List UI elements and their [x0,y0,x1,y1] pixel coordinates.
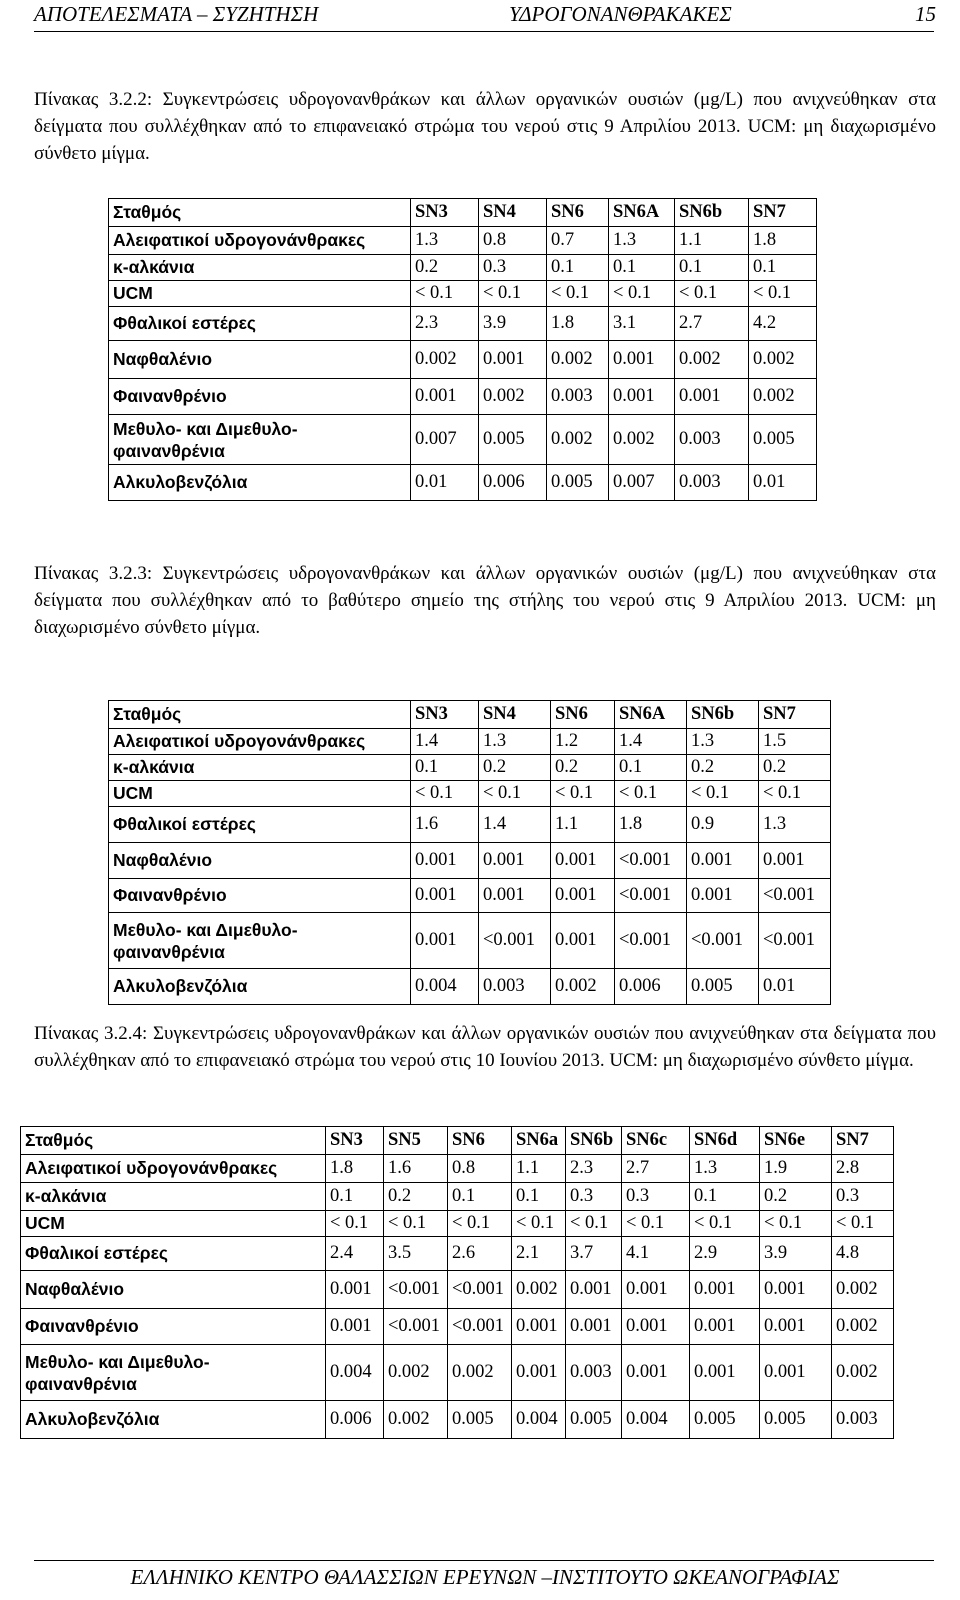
column-header: SN3 [411,199,479,227]
table-cell: 0.001 [609,379,675,415]
table-row [109,913,831,969]
table-cell: 0.001 [760,1271,832,1309]
table-cell: 0.001 [479,341,547,379]
table-row [109,781,831,807]
table-cell: 0.001 [687,879,759,913]
table-cell: 0.002 [749,341,817,379]
column-header: SN3 [326,1127,384,1155]
column-header: SN6a [512,1127,566,1155]
table-row [21,1237,894,1271]
table-cell: 0.001 [411,843,479,879]
column-header: SN6A [615,701,687,729]
table-header-row [109,701,831,729]
column-header-station: Σταθμός [109,701,411,729]
table-cell: 0.006 [326,1401,384,1439]
table-cell: 0.002 [547,415,609,465]
table-cell: 0.1 [749,255,817,281]
table-cell: 1.3 [687,729,759,755]
table-cell: 0.01 [749,465,817,501]
table-cell: 0.004 [622,1401,690,1439]
table-cell: 0.001 [687,843,759,879]
row-label: κ-αλκάνια [109,755,411,781]
table-cell: 0.006 [615,969,687,1005]
table-cell: 0.001 [609,341,675,379]
table-cell: < 0.1 [759,781,831,807]
header-section-title: ΑΠΟΤΕΛΕΣΜΑΤΑ – ΣΥΖΗΤΗΣΗ [34,2,319,26]
table-caption-3 [34,1020,936,1074]
table-cell: <0.001 [615,843,687,879]
table-cell: 1.8 [615,807,687,843]
row-label: Μεθυλο- και Διμεθυλο-φαινανθρένια [109,415,411,465]
row-label: Φθαλικοί εστέρες [21,1237,326,1271]
row-label: κ-αλκάνια [21,1183,326,1211]
table-cell: 0.2 [479,755,551,781]
table-cell: 0.1 [690,1183,760,1211]
table-cell: 1.1 [512,1155,566,1183]
table-cell: <0.001 [759,913,831,969]
column-header: SN6b [566,1127,622,1155]
table-cell: < 0.1 [832,1211,894,1237]
table-cell: 0.002 [512,1271,566,1309]
data-table-3 [20,1126,894,1439]
table-cell: 1.3 [690,1155,760,1183]
table-caption-1 [34,86,936,167]
table-cell: <0.001 [448,1309,512,1345]
table-row [21,1183,894,1211]
table-cell: 0.002 [609,415,675,465]
table-cell: 0.003 [479,969,551,1005]
table-row [109,879,831,913]
table-cell: 0.001 [760,1345,832,1401]
table-cell: 0.002 [832,1345,894,1401]
table-cell: 0.004 [512,1401,566,1439]
table-cell: 1.8 [749,227,817,255]
table-cell: 0.8 [448,1155,512,1183]
table-cell: 0.3 [566,1183,622,1211]
table-cell: 0.003 [675,465,749,501]
table-cell: 0.9 [687,807,759,843]
table-cell: <0.001 [615,913,687,969]
table-cell: 0.002 [384,1345,448,1401]
caption-label: Πίνακας 3.2.2 [34,89,147,110]
table-cell: 2.3 [411,307,479,341]
table-cell: 0.3 [622,1183,690,1211]
table-cell: 0.005 [566,1401,622,1439]
table-cell: < 0.1 [448,1211,512,1237]
table-cell: 0.3 [832,1183,894,1211]
table-cell: 0.1 [609,255,675,281]
table-cell: 0.003 [675,415,749,465]
column-header: SN6A [609,199,675,227]
table-cell: 0.001 [622,1309,690,1345]
table-cell: < 0.1 [384,1211,448,1237]
table-cell: 1.6 [411,807,479,843]
table-cell: 0.001 [675,379,749,415]
table-cell: 0.005 [448,1401,512,1439]
table-cell: 2.7 [622,1155,690,1183]
table-row [109,379,817,415]
table-cell: 4.2 [749,307,817,341]
table-cell: <0.001 [479,913,551,969]
table-cell: 1.6 [384,1155,448,1183]
table-cell: 1.1 [551,807,615,843]
table-cell: 1.8 [326,1155,384,1183]
column-header-station: Σταθμός [109,199,411,227]
table-cell: 1.5 [759,729,831,755]
column-header: SN6 [551,701,615,729]
table-header-row [21,1127,894,1155]
row-label: Φθαλικοί εστέρες [109,807,411,843]
table-row [21,1155,894,1183]
table-row [109,227,817,255]
table-cell: 1.4 [411,729,479,755]
table-cell: 0.001 [566,1309,622,1345]
table-cell: 0.2 [687,755,759,781]
table-cell: 0.001 [622,1271,690,1309]
row-label: Αλκυλοβενζόλια [21,1401,326,1439]
table-cell: 0.1 [615,755,687,781]
table-cell: <0.001 [687,913,759,969]
table-cell: 1.9 [760,1155,832,1183]
column-header: SN6 [547,199,609,227]
row-label: κ-αλκάνια [109,255,411,281]
table-cell: < 0.1 [566,1211,622,1237]
table-cell: 0.005 [547,465,609,501]
table-cell: 0.001 [326,1271,384,1309]
table-cell: < 0.1 [411,781,479,807]
table-row [21,1401,894,1439]
caption-label: Πίνακας 3.2.4 [34,1023,142,1044]
table-row [109,729,831,755]
table-row [21,1271,894,1309]
table-row [109,281,817,307]
column-header: SN7 [759,701,831,729]
table-cell: 0.004 [411,969,479,1005]
table-cell: 2.8 [832,1155,894,1183]
table-cell: 0.001 [760,1309,832,1345]
table-caption-2 [34,560,936,641]
table-row [109,415,817,465]
table-row [109,755,831,781]
table-cell: 0.2 [760,1183,832,1211]
table-cell: < 0.1 [547,281,609,307]
table-cell: 0.001 [512,1309,566,1345]
table-cell: < 0.1 [609,281,675,307]
table-cell: 1.3 [759,807,831,843]
column-header: SN3 [411,701,479,729]
table-cell: 1.2 [551,729,615,755]
table-cell: 0.002 [675,341,749,379]
table-row [109,807,831,843]
table-cell: < 0.1 [551,781,615,807]
page-footer: ΕΛΛΗΝΙΚΟ ΚΕΝΤΡΟ ΘΑΛΑΣΣΙΩΝ ΕΡΕΥΝΩΝ –ΙΝΣΤΙΤΟΥΤΟ ΩΚΕΑΝΟΓΡΑΦΙΑΣ [130,1565,840,1589]
table-cell: 3.7 [566,1237,622,1271]
table-cell: 1.3 [479,729,551,755]
table-cell: 0.003 [547,379,609,415]
table-cell: 0.001 [512,1345,566,1401]
table-cell: 3.9 [760,1237,832,1271]
table-cell: 0.005 [760,1401,832,1439]
table-cell: 0.001 [622,1345,690,1401]
table-cell: 1.1 [675,227,749,255]
table-header-row [109,199,817,227]
table-cell: 0.3 [479,255,547,281]
table-cell: 0.007 [609,465,675,501]
column-header: SN4 [479,199,547,227]
table-cell: 0.001 [690,1309,760,1345]
table-row [109,969,831,1005]
table-cell: 4.8 [832,1237,894,1271]
table-cell: 0.005 [687,969,759,1005]
table-cell: 0.2 [411,255,479,281]
table-cell: 0.2 [551,755,615,781]
column-header: SN4 [479,701,551,729]
table-cell: <0.001 [759,879,831,913]
column-header: SN6d [690,1127,760,1155]
footer-divider [34,1560,934,1561]
table-cell: <0.001 [448,1271,512,1309]
table-cell: 0.1 [547,255,609,281]
table-cell: 0.001 [566,1271,622,1309]
table-cell: 0.001 [411,913,479,969]
table-row [21,1211,894,1237]
caption-text: : Συγκεντρώσεις υδρογονανθράκων και άλλων οργανικών ουσιών (μg/L) που ανιχνεύθηκαν στα δείγματα που συλλέχθηκαν από το επιφανειακό στρώμα του νερού στις 9 Απριλίου 2013. UCM: μη διαχωρισμένο σύνθετο μίγμα. [34,89,937,164]
table-row [109,341,817,379]
table-cell: 0.001 [690,1271,760,1309]
caption-text: : Συγκεντρώσεις υδρογονανθράκων και άλλων οργανικών ουσιών (μg/L) που ανιχνεύθηκαν στα δείγματα που συλλέχθηκαν από το βαθύτερο σημείο της στήλης του νερού στις 9 Απριλίου 2013. UCM: μη διαχωρισμένο σύνθετο μίγμα. [34,563,937,638]
table-cell: 0.002 [551,969,615,1005]
table-cell: 4.1 [622,1237,690,1271]
table-cell: 0.001 [551,879,615,913]
caption-label: Πίνακας 3.2.3 [34,563,147,584]
page-number: 15 [915,2,936,26]
table-cell: 0.1 [448,1183,512,1211]
table-cell: 0.01 [759,969,831,1005]
table-cell: 0.001 [759,843,831,879]
table-cell: 2.7 [675,307,749,341]
table-cell: <0.001 [384,1271,448,1309]
table-cell: 0.003 [566,1345,622,1401]
table-cell: 0.001 [411,879,479,913]
table-cell: < 0.1 [479,281,547,307]
row-label: UCM [109,781,411,807]
row-label: Φαινανθρένιο [21,1309,326,1345]
table-cell: < 0.1 [690,1211,760,1237]
table-cell: 0.002 [411,341,479,379]
data-table-2 [108,700,831,1005]
caption-text: : Συγκεντρώσεις υδρογονανθράκων και άλλων οργανικών ουσιών που ανιχνεύθηκαν στα δείγματα που συλλέχθηκαν από το επιφανειακό στρώμα του νερού στις 10 Ιουνίου 2013. UCM: μη διαχωρισμένο σύνθετο μίγμα. [34,1023,936,1071]
row-label: Αλειφατικοί υδρογονάνθρακες [109,227,411,255]
row-label: Αλειφατικοί υδρογονάνθρακες [109,729,411,755]
table-cell: 0.002 [749,379,817,415]
table-cell: 2.6 [448,1237,512,1271]
table-cell: 1.3 [411,227,479,255]
table-cell: 2.9 [690,1237,760,1271]
table-cell: 0.002 [479,379,547,415]
table-cell: 0.002 [547,341,609,379]
table-cell: 1.8 [547,307,609,341]
row-label: Ναφθαλένιο [109,341,411,379]
table-cell: < 0.1 [615,781,687,807]
column-header: SN7 [749,199,817,227]
table-cell: 0.001 [411,379,479,415]
column-header: SN7 [832,1127,894,1155]
column-header: SN6 [448,1127,512,1155]
table-cell: 0.005 [690,1401,760,1439]
table-cell: < 0.1 [411,281,479,307]
table-cell: 0.8 [479,227,547,255]
row-label: Αλκυλοβενζόλια [109,969,411,1005]
table-row [109,465,817,501]
table-row [109,307,817,341]
row-label: Μεθυλο- και Διμεθυλο-φαινανθρένια [109,913,411,969]
table-cell: 0.1 [411,755,479,781]
table-cell: 0.001 [479,879,551,913]
table-cell: 1.4 [615,729,687,755]
row-label: Ναφθαλένιο [109,843,411,879]
table-cell: 0.1 [512,1183,566,1211]
column-header-station: Σταθμός [21,1127,326,1155]
table-cell: < 0.1 [760,1211,832,1237]
table-cell: 0.01 [411,465,479,501]
table-cell: 0.001 [690,1345,760,1401]
header-divider [34,31,934,32]
table-cell: < 0.1 [326,1211,384,1237]
table-cell: 0.1 [675,255,749,281]
header-subject: ΥΔΡΟΓΟΝΑΝΘΡΑΚΑΚΕΣ [509,2,732,26]
table-cell: 0.002 [448,1345,512,1401]
table-row [21,1345,894,1401]
table-cell: 0.007 [411,415,479,465]
table-cell: 3.9 [479,307,547,341]
table-cell: 0.002 [832,1309,894,1345]
table-cell: 2.3 [566,1155,622,1183]
row-label: Φαινανθρένιο [109,879,411,913]
table-cell: 0.003 [832,1401,894,1439]
page-header [34,2,936,32]
table-cell: < 0.1 [675,281,749,307]
table-cell: 0.2 [759,755,831,781]
table-cell: 1.3 [609,227,675,255]
table-cell: 1.4 [479,807,551,843]
table-cell: 0.005 [479,415,547,465]
table-cell: 0.004 [326,1345,384,1401]
row-label: Φθαλικοί εστέρες [109,307,411,341]
table-cell: < 0.1 [687,781,759,807]
table-cell: 0.7 [547,227,609,255]
table-cell: 0.1 [326,1183,384,1211]
table-row [109,255,817,281]
row-label: UCM [109,281,411,307]
table-cell: 2.1 [512,1237,566,1271]
column-header: SN6b [675,199,749,227]
column-header: SN6b [687,701,759,729]
table-row [21,1309,894,1345]
column-header: SN6c [622,1127,690,1155]
table-cell: < 0.1 [479,781,551,807]
table-cell: 0.2 [384,1183,448,1211]
table-cell: 0.001 [551,843,615,879]
table-cell: <0.001 [615,879,687,913]
table-cell: 3.1 [609,307,675,341]
table-cell: 0.001 [479,843,551,879]
table-cell: <0.001 [384,1309,448,1345]
table-row [109,843,831,879]
row-label: Φαινανθρένιο [109,379,411,415]
table-cell: 0.005 [749,415,817,465]
table-cell: 0.002 [832,1271,894,1309]
row-label: UCM [21,1211,326,1237]
table-cell: < 0.1 [622,1211,690,1237]
table-cell: 0.001 [551,913,615,969]
table-cell: 0.006 [479,465,547,501]
table-cell: < 0.1 [512,1211,566,1237]
column-header: SN5 [384,1127,448,1155]
column-header: SN6e [760,1127,832,1155]
row-label: Αλκυλοβενζόλια [109,465,411,501]
table-cell: 0.002 [384,1401,448,1439]
row-label: Μεθυλο- και Διμεθυλο-φαινανθρένια [21,1345,326,1401]
row-label: Ναφθαλένιο [21,1271,326,1309]
data-table-1 [108,198,817,501]
table-cell: < 0.1 [749,281,817,307]
table-cell: 0.001 [326,1309,384,1345]
table-cell: 3.5 [384,1237,448,1271]
table-cell: 2.4 [326,1237,384,1271]
row-label: Αλειφατικοί υδρογονάνθρακες [21,1155,326,1183]
